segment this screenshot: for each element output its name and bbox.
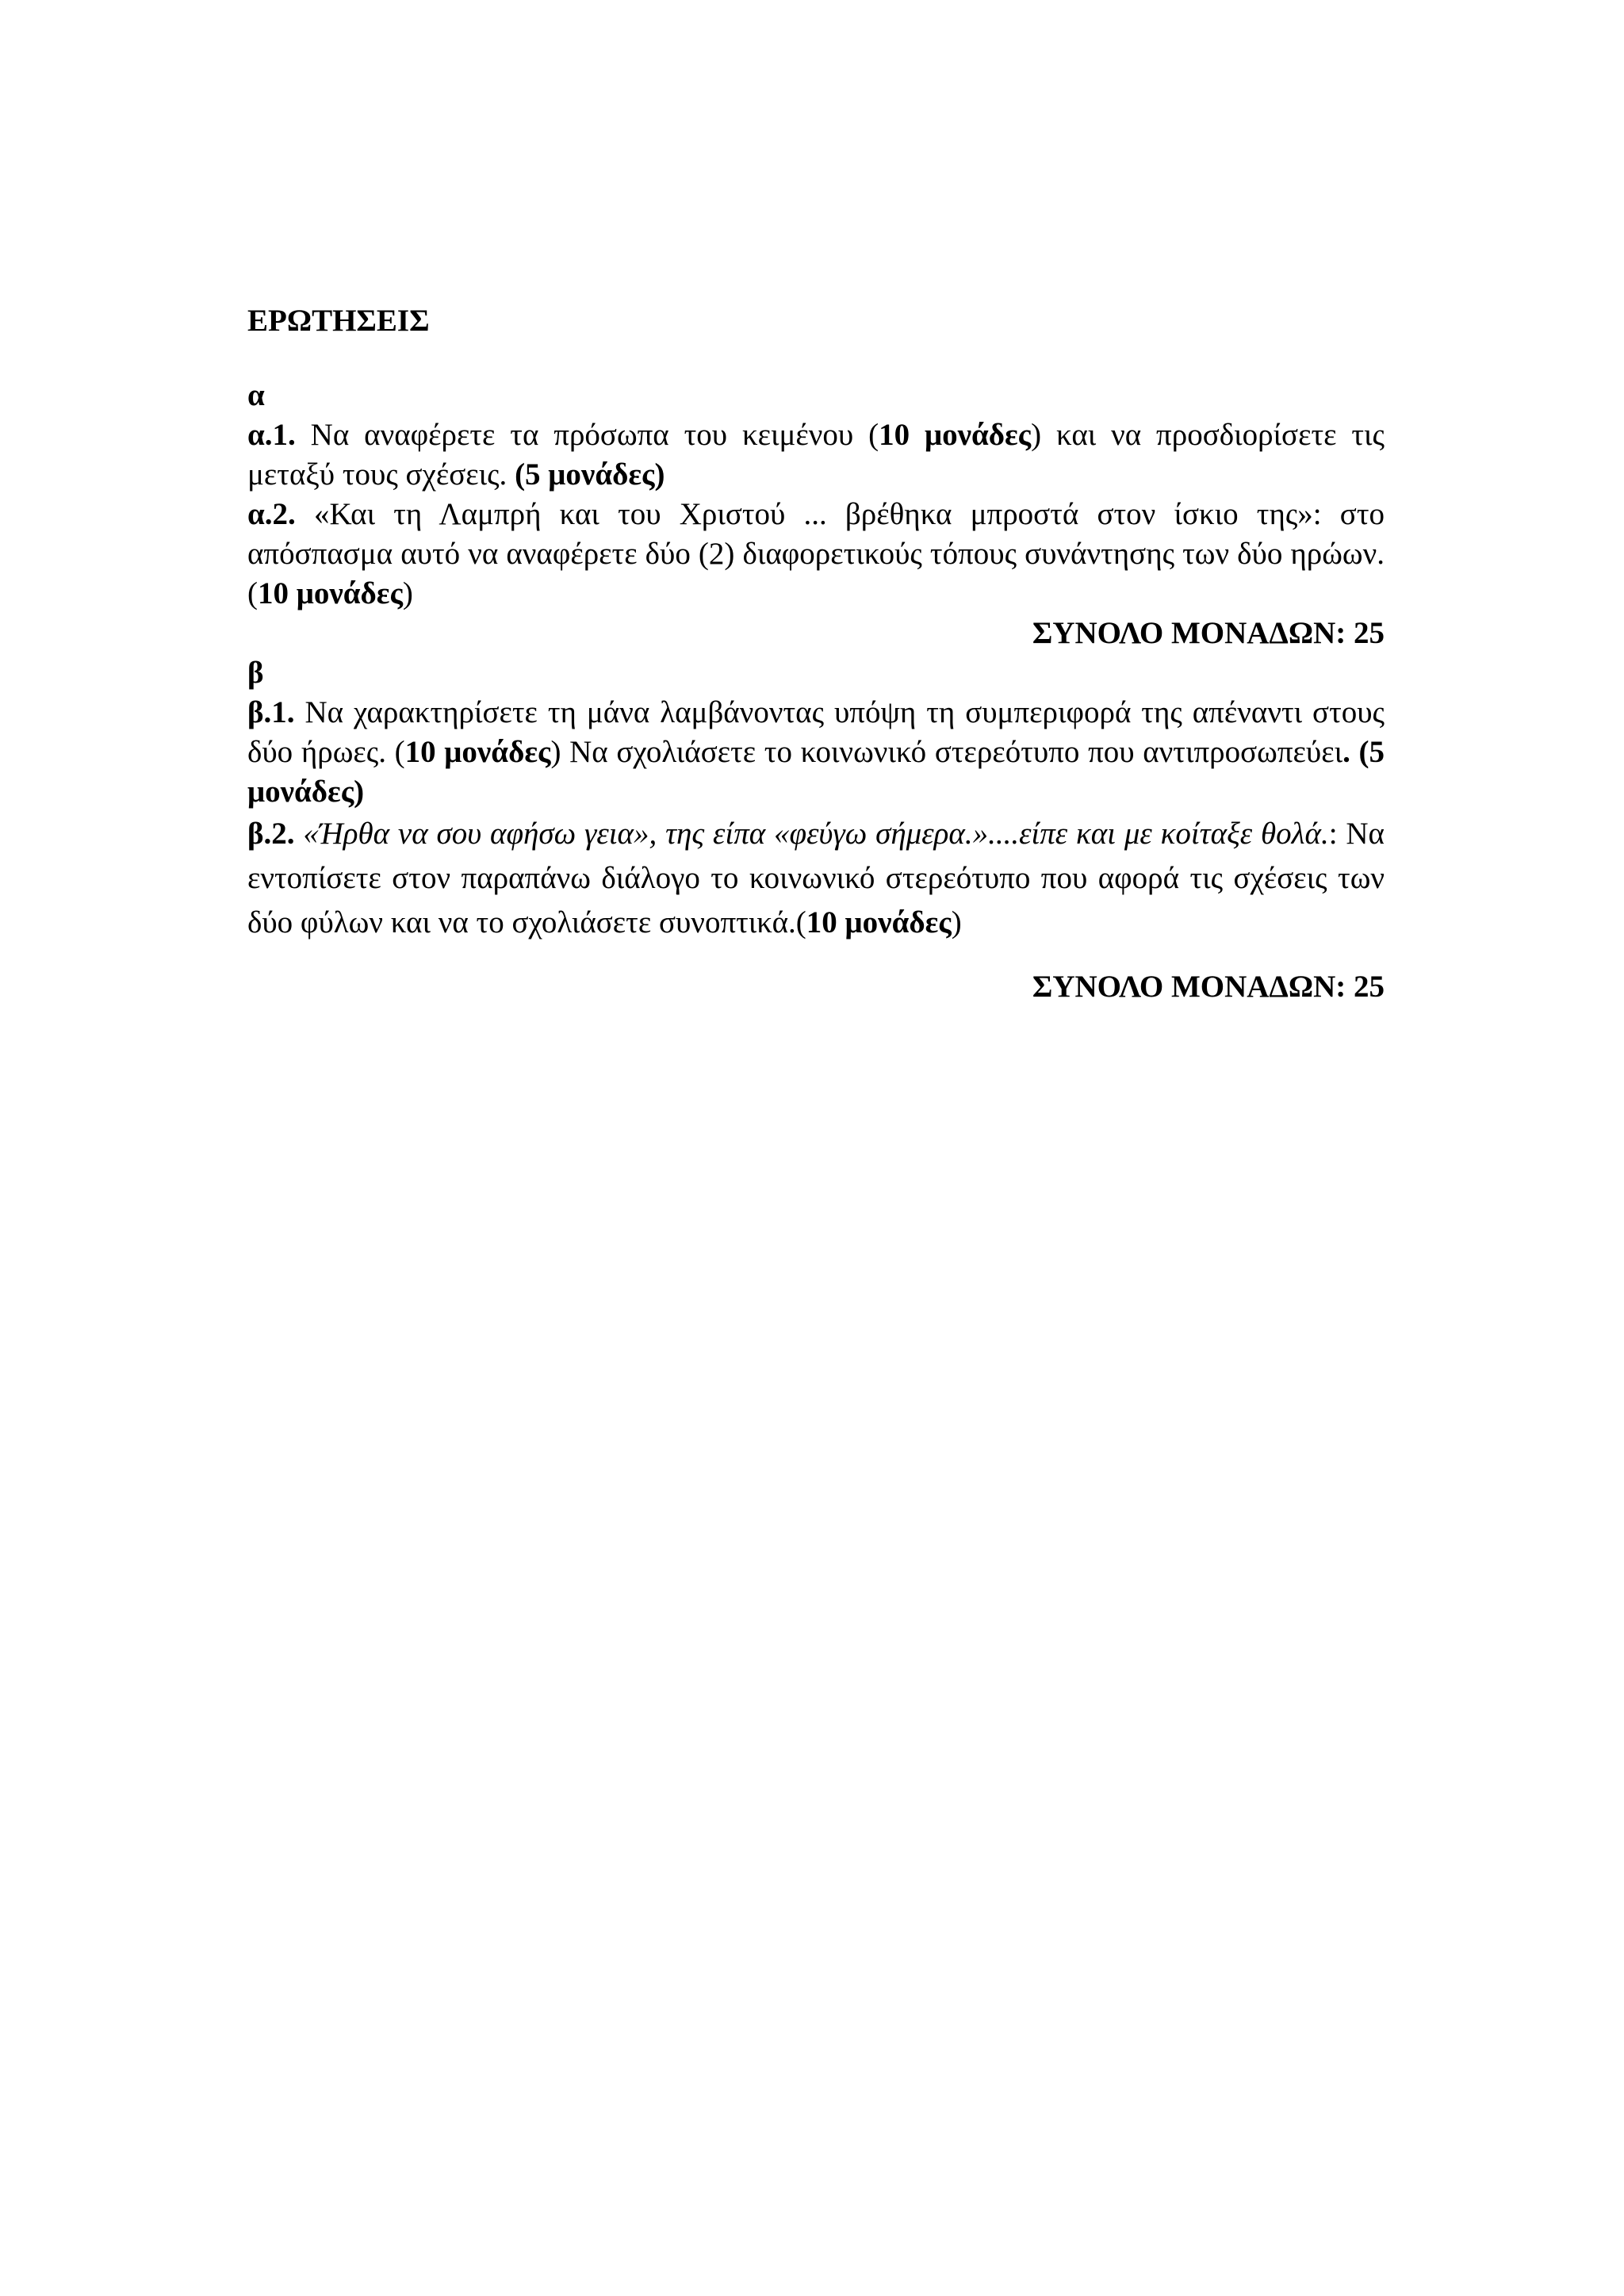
- section-total: ΣΥΝΟΛΟ ΜΟΝΑΔΩΝ: 25: [1032, 616, 1385, 650]
- question-number: β.1.: [247, 695, 295, 729]
- question-points: 10 μονάδες: [404, 735, 551, 769]
- question-text: ): [951, 905, 962, 939]
- question-a1: [247, 415, 1385, 495]
- section-letter: β: [247, 656, 264, 690]
- section-total: ΣΥΝΟΛΟ ΜΟΝΑΔΩΝ: 25: [1032, 970, 1385, 1004]
- question-text: Να αναφέρετε τα πρόσωπα του κειμένου (: [295, 418, 879, 452]
- question-number: β.2.: [247, 817, 295, 851]
- question-number: α.2.: [247, 497, 296, 531]
- question-points: 10 μονάδες: [879, 418, 1032, 452]
- question-quote: «Ήρθα να σου αφήσω γεια», της είπα «φεύγω σήμερα.»....είπε και με κοίταξε θολά.: [294, 817, 1329, 851]
- question-points: (5 μονάδες): [515, 457, 665, 492]
- question-points: . (5 μονάδες): [247, 735, 1385, 809]
- question-points: 10 μονάδες: [806, 905, 952, 939]
- document-title: ΕΡΩΤΗΣΕΙΣ: [247, 304, 430, 338]
- section-alpha: [247, 376, 1385, 653]
- section-beta: [247, 653, 1385, 1007]
- section-letter: α: [247, 378, 265, 412]
- question-b2: [247, 812, 1385, 945]
- document-page: [247, 301, 1385, 1007]
- question-text: ) και να προσδιορίσετε τις μεταξύ τους σχέσεις.: [247, 418, 1385, 492]
- question-text: : Να εντοπίσετε στον παραπάνω διάλογο το κοινωνικό στερεότυπο που αφορά τις σχέσεις των δύο φύλων και να το σχολιάσετε συνοπτικά.(: [247, 817, 1385, 939]
- question-text: Να χαρακτηρίσετε τη μάνα λαμβάνοντας υπόψη τη συμπεριφορά της απέναντι στους δύο ήρωες. (: [247, 695, 1385, 769]
- question-points: 10 μονάδες: [258, 576, 403, 610]
- question-b1: [247, 693, 1385, 812]
- question-a2: [247, 495, 1385, 614]
- question-number: α.1.: [247, 418, 296, 452]
- question-text: ): [402, 576, 413, 610]
- question-text: ) Να σχολιάσετε το κοινωνικό στερεότυπο που αντιπροσωπεύει: [550, 735, 1343, 769]
- question-text: «Και τη Λαμπρή και του Χριστού ... βρέθηκα μπροστά στον ίσκιο της»: στο απόσπασμα αυτό να αναφέρετε δύο (2) διαφορετικούς τόπους συνάντησης των δύο ηρώων. (: [247, 497, 1385, 610]
